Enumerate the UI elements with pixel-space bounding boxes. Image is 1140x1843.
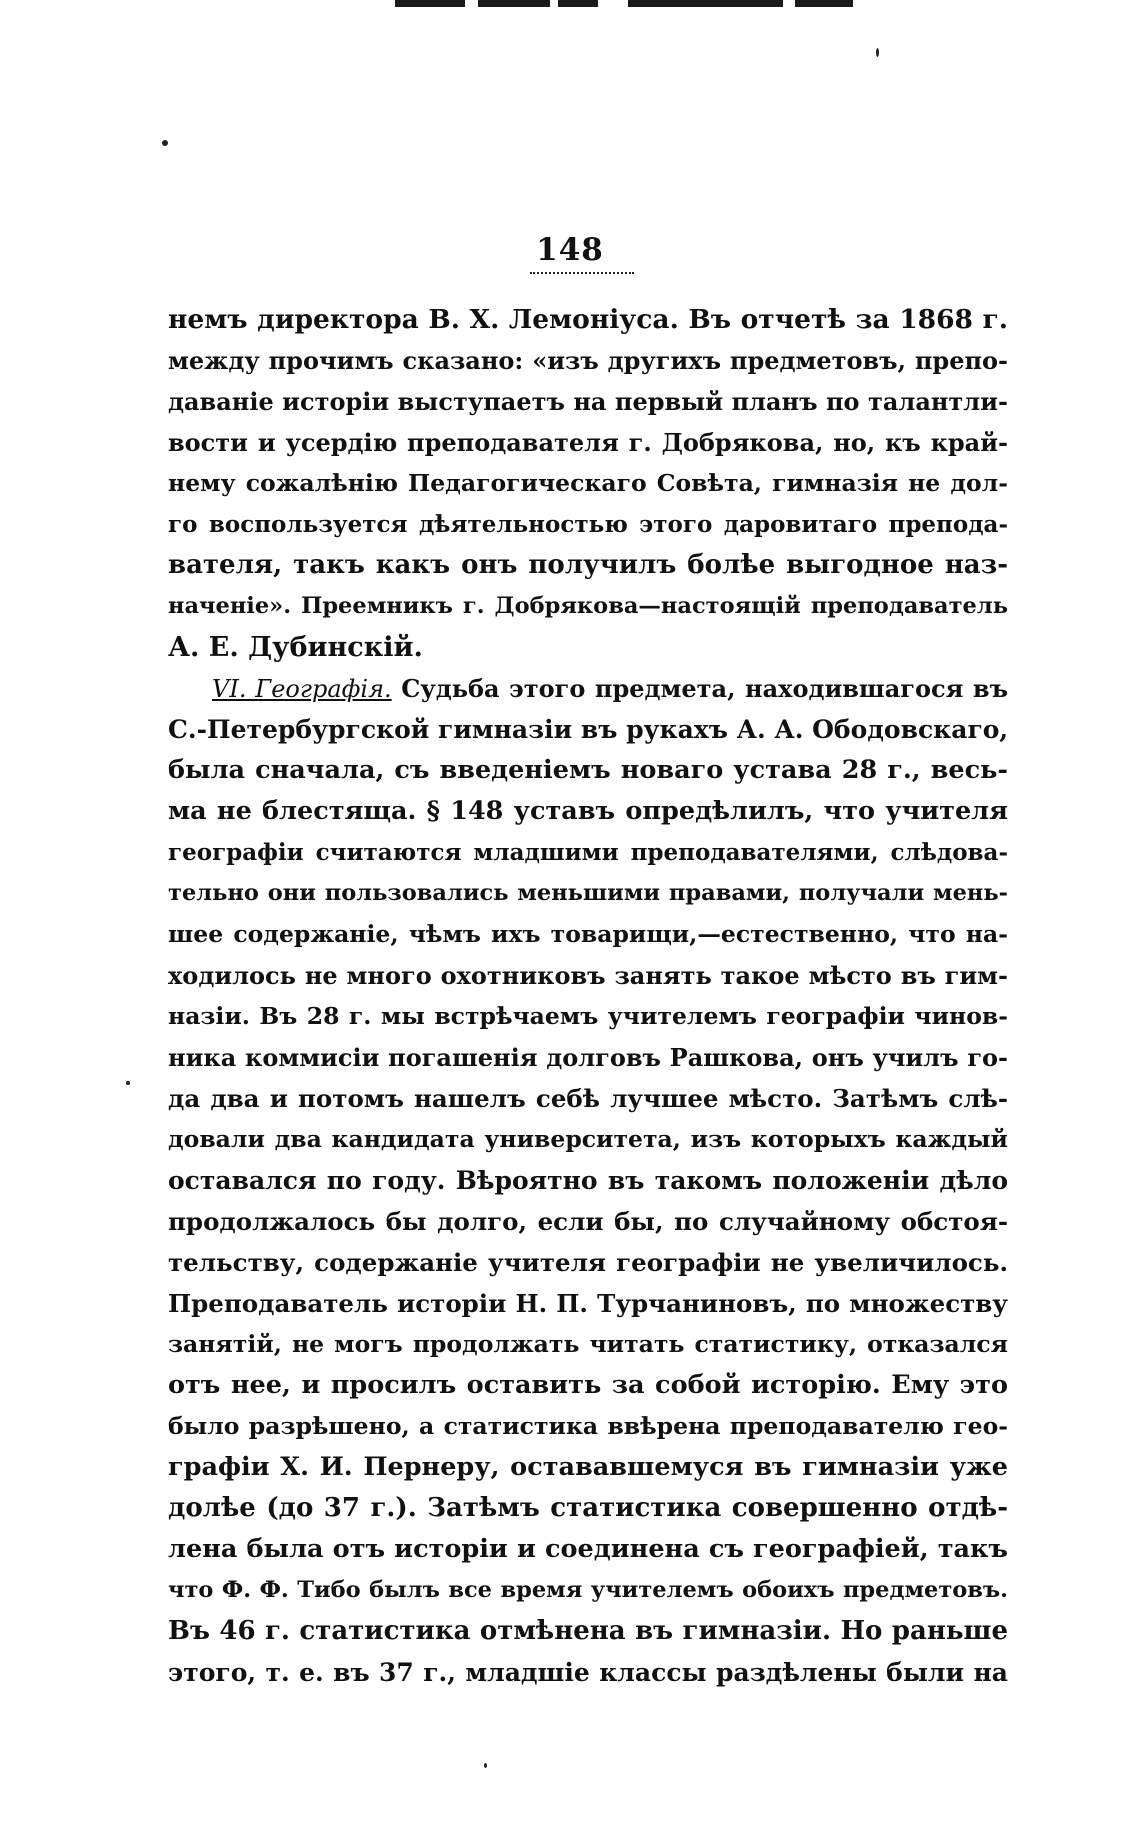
- page-number: 148: [536, 232, 604, 268]
- text-line: назіи. Въ 28 г. мы встрѣчаемъ учителемъ географіи чинов-: [168, 1002, 1008, 1030]
- text-line: го воспользуется дѣятельностью этого даровитаго препода-: [168, 511, 1008, 538]
- scan-speck: [484, 1763, 487, 1768]
- text-line: нему сожалѣнію Педагогическаго Совѣта, гимназія не дол-: [168, 469, 1008, 497]
- text-line: С.-Петербургской гимназіи въ рукахъ А. А. Ободовскаго,: [168, 715, 1008, 744]
- body-text: [168, 299, 1008, 1693]
- text-line: ходилось не много охотниковъ занять такое мѣсто въ гим-: [168, 961, 1008, 990]
- scan-mark: [478, 0, 550, 7]
- scan-top-edge: [0, 0, 1140, 14]
- text-line: даваніе исторіи выступаетъ на первый планъ по талантли-: [168, 387, 1008, 416]
- text-line: довали два кандидата университета, изъ которыхъ каждый: [168, 1125, 1008, 1153]
- scan-mark: [628, 0, 783, 7]
- text-line: немъ директора В. Х. Лемоніуса. Въ отчетѣ за 1868 г.: [168, 304, 1008, 335]
- text-line: была сначала, съ введеніемъ новаго устава 28 г., весь-: [168, 755, 1008, 785]
- text-line: лена была отъ исторіи и соединена съ географіей, такъ: [168, 1534, 1008, 1564]
- text-line: А. Е. Дубинскій.: [168, 632, 423, 663]
- scan-mark: [795, 0, 853, 7]
- scan-mark: [558, 0, 598, 7]
- text-line: тельно они пользовались меньшими правами, получали мень-: [168, 880, 1008, 906]
- scan-speck: [126, 1081, 130, 1085]
- text-line: тельству, содержаніе учителя географіи не увеличилось.: [168, 1248, 1008, 1277]
- text-line: Преподаватель исторіи Н. П. Турчаниновъ, по множеству: [168, 1289, 1008, 1318]
- text-line: графіи Х. И. Пернеру, остававшемуся въ гимназіи уже: [168, 1452, 1008, 1482]
- text-line: да два и потомъ нашелъ себѣ лучшее мѣсто. Затѣмъ слѣ-: [168, 1084, 1008, 1113]
- text-line: этого, т. е. въ 37 г., младшіе классы раздѣлены были на: [168, 1658, 1008, 1687]
- scan-speck: [162, 140, 168, 146]
- text-line: оставался по году. Вѣроятно въ такомъ положеніи дѣло: [168, 1166, 1008, 1195]
- text-line: продолжалось бы долго, если бы, по случайному обстоя-: [168, 1207, 1008, 1236]
- text-line: было разрѣшено, а статистика ввѣрена преподавателю гео-: [168, 1412, 1008, 1440]
- text-line: вости и усердію преподавателя г. Добрякова, но, къ край-: [168, 428, 1008, 457]
- text-line: ника коммисіи погашенія долговъ Рашкова, онъ училъ го-: [168, 1043, 1008, 1072]
- text-line: между прочимъ сказано: «изъ другихъ предметовъ, препо-: [168, 346, 1008, 375]
- text-line: вателя, такъ какъ онъ получилъ болѣе выгодное наз-: [168, 550, 1008, 580]
- text-line: отъ нее, и просилъ оставить за собой исторію. Ему это: [168, 1370, 1008, 1400]
- page-number-rule: [530, 272, 634, 274]
- scan-speck: [876, 48, 879, 57]
- scan-mark: [395, 0, 465, 7]
- text-line: географіи считаются младшими преподавателями, слѣдова-: [168, 839, 1008, 866]
- text-line: Въ 46 г. статистика отмѣнена въ гимназіи. Но раньше: [168, 1616, 1008, 1646]
- section-heading: VI. Географія.: [212, 675, 392, 703]
- text-line: шее содержаніе, чѣмъ ихъ товарищи,—естественно, что на-: [168, 920, 1008, 948]
- text-line: ма не блестяща. § 148 уставъ опредѣлилъ, что учителя: [168, 796, 1008, 826]
- text-line: занятій, не могъ продолжать читать статистику, отказался: [168, 1330, 1008, 1358]
- section-first-line: [168, 668, 1008, 709]
- text-line: что Ф. Ф. Тибо былъ все время учителемъ обоихъ предметовъ.: [168, 1577, 1008, 1603]
- text-run: Судьба этого предмета, находившагося въ: [391, 674, 1008, 703]
- text-line: долѣе (до 37 г.). Затѣмъ статистика совершенно отдѣ-: [168, 1493, 1008, 1523]
- text-line: наченіе». Преемникъ г. Добрякова—настоящій преподаватель: [168, 593, 1008, 619]
